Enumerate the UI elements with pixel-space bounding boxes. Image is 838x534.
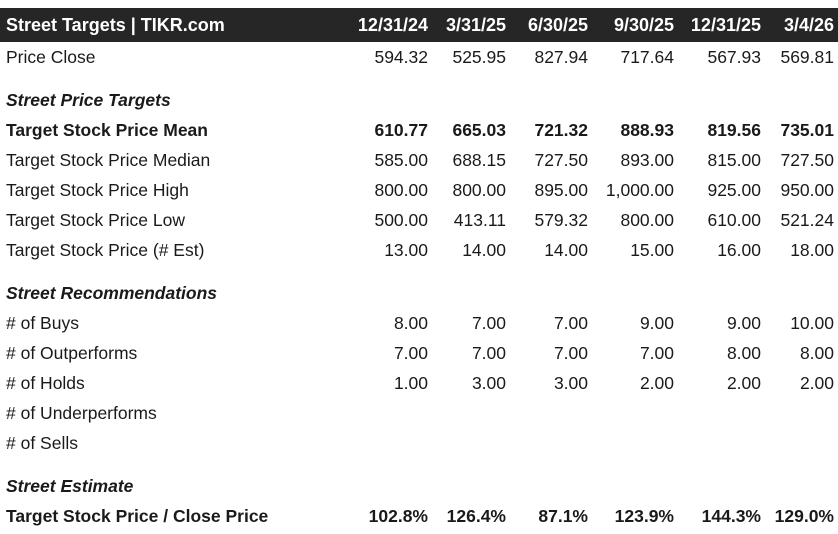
cell-value bbox=[510, 428, 592, 458]
cell-value: 585.00 bbox=[374, 149, 428, 170]
cell-value: 665.03 bbox=[452, 119, 506, 140]
cell-value bbox=[592, 428, 678, 458]
cell-value: 594.32 bbox=[374, 46, 428, 67]
cell-value: 567.93 bbox=[707, 46, 761, 67]
cell-value: 569.81 bbox=[780, 46, 834, 67]
street-targets-table bbox=[0, 8, 838, 531]
row-outperforms bbox=[0, 338, 838, 368]
cell-value: 800.00 bbox=[620, 209, 674, 230]
cell-value: 87.1% bbox=[538, 505, 588, 526]
cell-value: 15.00 bbox=[630, 239, 674, 260]
cell-value: 815.00 bbox=[707, 149, 761, 170]
row-label: # of Buys bbox=[6, 312, 79, 333]
cell-value: 8.00 bbox=[726, 342, 761, 363]
section-heading: Street Recommendations bbox=[6, 282, 218, 303]
row-label: Target Stock Price Mean bbox=[6, 119, 208, 140]
cell-value bbox=[765, 398, 838, 428]
cell-value: 9.00 bbox=[639, 312, 674, 333]
row-label: Target Stock Price (# Est) bbox=[6, 239, 205, 260]
cell-value: 7.00 bbox=[471, 312, 506, 333]
cell-value: 8.00 bbox=[393, 312, 428, 333]
cell-value: 895.00 bbox=[534, 179, 588, 200]
cell-value: 727.50 bbox=[780, 149, 834, 170]
section-heading: Street Estimate bbox=[6, 475, 134, 496]
row-target-low bbox=[0, 205, 838, 235]
cell-value: 1.00 bbox=[393, 372, 428, 393]
cell-value: 888.93 bbox=[620, 119, 674, 140]
cell-value bbox=[765, 428, 838, 458]
date-header: 12/31/24 bbox=[357, 14, 428, 35]
row-label: Price Close bbox=[6, 46, 96, 67]
row-target-est bbox=[0, 235, 838, 265]
section-street-recommendations bbox=[0, 265, 838, 308]
row-sells bbox=[0, 428, 838, 458]
cell-value: 1,000.00 bbox=[605, 179, 674, 200]
cell-value: 7.00 bbox=[553, 342, 588, 363]
cell-value: 827.94 bbox=[534, 46, 588, 67]
date-header: 6/30/25 bbox=[527, 14, 588, 35]
row-target-median bbox=[0, 145, 838, 175]
date-header: 9/30/25 bbox=[613, 14, 674, 35]
cell-value: 688.15 bbox=[452, 149, 506, 170]
row-label: Target Stock Price / Close Price bbox=[6, 505, 269, 526]
row-label: # of Outperforms bbox=[6, 342, 138, 363]
section-heading: Street Price Targets bbox=[6, 89, 171, 110]
cell-value: 3.00 bbox=[471, 372, 506, 393]
cell-value bbox=[678, 428, 765, 458]
cell-value: 727.50 bbox=[534, 149, 588, 170]
date-header: 3/31/25 bbox=[445, 14, 506, 35]
cell-value: 893.00 bbox=[620, 149, 674, 170]
cell-value: 18.00 bbox=[790, 239, 834, 260]
cell-value bbox=[678, 398, 765, 428]
cell-value: 3.00 bbox=[553, 372, 588, 393]
cell-value: 500.00 bbox=[374, 209, 428, 230]
cell-value: 925.00 bbox=[707, 179, 761, 200]
row-label: # of Holds bbox=[6, 372, 85, 393]
cell-value bbox=[345, 398, 432, 428]
cell-value: 610.77 bbox=[374, 119, 428, 140]
cell-value: 721.32 bbox=[534, 119, 588, 140]
cell-value bbox=[432, 398, 510, 428]
row-buys bbox=[0, 308, 838, 338]
cell-value: 144.3% bbox=[701, 505, 761, 526]
row-holds bbox=[0, 368, 838, 398]
row-target-mean bbox=[0, 115, 838, 145]
cell-value: 129.0% bbox=[774, 505, 834, 526]
cell-value bbox=[432, 428, 510, 458]
date-header: 3/4/26 bbox=[783, 14, 834, 35]
cell-value: 13.00 bbox=[384, 239, 428, 260]
cell-value: 14.00 bbox=[544, 239, 588, 260]
cell-value: 579.32 bbox=[534, 209, 588, 230]
cell-value: 2.00 bbox=[726, 372, 761, 393]
header-row bbox=[0, 8, 838, 42]
cell-value: 10.00 bbox=[790, 312, 834, 333]
row-label: Target Stock Price Median bbox=[6, 149, 211, 170]
date-header: 12/31/25 bbox=[690, 14, 761, 35]
cell-value: 102.8% bbox=[368, 505, 428, 526]
row-price-close bbox=[0, 42, 838, 72]
table-title: Street Targets | TIKR.com bbox=[6, 14, 225, 35]
cell-value: 521.24 bbox=[780, 209, 834, 230]
cell-value: 8.00 bbox=[799, 342, 834, 363]
cell-value: 7.00 bbox=[553, 312, 588, 333]
row-label: # of Underperforms bbox=[6, 402, 157, 423]
cell-value: 7.00 bbox=[639, 342, 674, 363]
cell-value: 800.00 bbox=[452, 179, 506, 200]
row-label: # of Sells bbox=[6, 432, 78, 453]
cell-value: 7.00 bbox=[471, 342, 506, 363]
cell-value bbox=[345, 428, 432, 458]
cell-value: 7.00 bbox=[393, 342, 428, 363]
cell-value: 413.11 bbox=[453, 209, 506, 230]
row-label: Target Stock Price High bbox=[6, 179, 189, 200]
cell-value: 2.00 bbox=[799, 372, 834, 393]
cell-value: 14.00 bbox=[462, 239, 506, 260]
cell-value: 2.00 bbox=[639, 372, 674, 393]
row-underperforms bbox=[0, 398, 838, 428]
cell-value: 123.9% bbox=[614, 505, 674, 526]
cell-value: 819.56 bbox=[707, 119, 761, 140]
section-street-price-targets bbox=[0, 72, 838, 115]
section-street-estimate bbox=[0, 458, 838, 501]
cell-value: 717.64 bbox=[620, 46, 674, 67]
cell-value: 16.00 bbox=[717, 239, 761, 260]
cell-value bbox=[510, 398, 592, 428]
cell-value bbox=[592, 398, 678, 428]
cell-value: 525.95 bbox=[452, 46, 506, 67]
row-target-high bbox=[0, 175, 838, 205]
cell-value: 9.00 bbox=[726, 312, 761, 333]
cell-value: 735.01 bbox=[780, 119, 834, 140]
cell-value: 950.00 bbox=[780, 179, 834, 200]
cell-value: 800.00 bbox=[374, 179, 428, 200]
cell-value: 126.4% bbox=[446, 505, 506, 526]
row-label: Target Stock Price Low bbox=[6, 209, 185, 230]
cell-value: 610.00 bbox=[707, 209, 761, 230]
row-target-over-close bbox=[0, 501, 838, 531]
